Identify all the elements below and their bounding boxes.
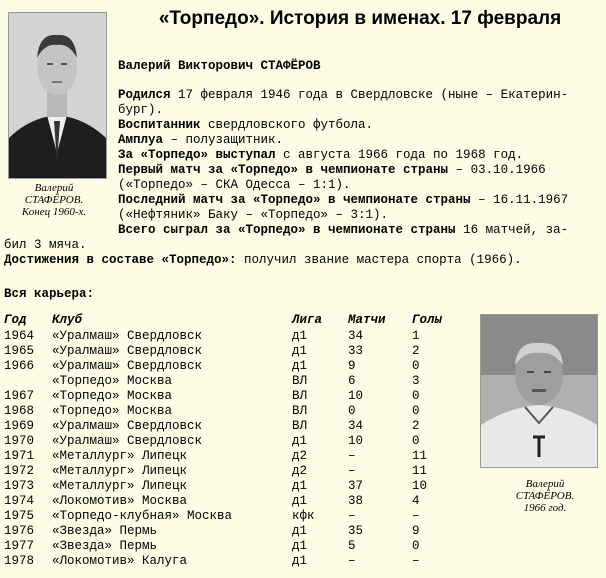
cell-matches: – <box>348 464 356 478</box>
table-row <box>4 434 472 449</box>
cell-matches: 37 <box>348 479 364 493</box>
table-row <box>4 374 472 389</box>
cell-league: кфк <box>292 509 315 523</box>
cell-year: 1969 <box>4 419 35 433</box>
cell-club: «Металлург» Липецк <box>52 464 188 478</box>
cell-matches: – <box>348 509 356 523</box>
player-photo-1 <box>8 12 107 179</box>
cell-matches: – <box>348 554 356 568</box>
cell-goals: 11 <box>412 464 428 478</box>
cell-year: 1966 <box>4 359 35 373</box>
career-heading: Вся карьера: <box>4 287 95 301</box>
cell-league: д1 <box>292 359 308 373</box>
cell-year: 1970 <box>4 434 35 448</box>
cell-goals: 0 <box>412 539 420 553</box>
cell-year: 1975 <box>4 509 35 523</box>
photo-2-caption: Валерий СТАФЁРОВ. 1966 год. <box>515 478 575 514</box>
cell-matches: 34 <box>348 419 364 433</box>
played-line: За «Торпедо» выступал с августа 1966 года по 1968 год. <box>118 148 524 162</box>
cell-league: д1 <box>292 554 308 568</box>
born-line: Родился 17 февраля 1946 года в Свердловске (ныне – Екатерин- <box>118 88 569 102</box>
table-row <box>4 359 472 374</box>
table-row <box>4 554 472 569</box>
cell-league: ВЛ <box>292 389 308 403</box>
cell-year: 1973 <box>4 479 35 493</box>
cell-matches: 34 <box>348 329 364 343</box>
total-line: Всего сыграл за «Торпедо» в чемпионате страны 16 матчей, за- <box>118 223 569 237</box>
achievements-line: Достижения в составе «Торпедо»: получил звание мастера спорта (1966). <box>4 253 522 267</box>
total-line-cont: бил 3 мяча. <box>4 238 87 252</box>
cell-goals: 1 <box>412 329 420 343</box>
cell-club: «Локомотив» Калуга <box>52 554 188 568</box>
cell-league: д1 <box>292 479 308 493</box>
cell-matches: 10 <box>348 389 364 403</box>
cell-club: «Торпедо» Москва <box>52 404 173 418</box>
cell-club: «Торпедо» Москва <box>52 374 173 388</box>
first-match-line: Первый матч за «Торпедо» в чемпионате страны – 03.10.1966 <box>118 163 546 177</box>
cell-goals: 0 <box>412 389 420 403</box>
table-row <box>4 404 472 419</box>
cell-league: ВЛ <box>292 419 308 433</box>
table-row <box>4 494 472 509</box>
cell-club: «Уралмаш» Свердловск <box>52 419 203 433</box>
cell-matches: 6 <box>348 374 356 388</box>
cell-league: д1 <box>292 494 308 508</box>
col-matches-header: Матчи <box>348 313 386 327</box>
table-row <box>4 389 472 404</box>
cell-club: «Торпедо-клубная» Москва <box>52 509 233 523</box>
cell-year: 1968 <box>4 404 35 418</box>
col-year-header: Год <box>4 313 27 327</box>
cell-league: д1 <box>292 329 308 343</box>
cell-club: «Торпедо» Москва <box>52 389 173 403</box>
col-goals-header: Голы <box>412 313 443 327</box>
cell-year: 1976 <box>4 524 35 538</box>
born-line-cont: бург). <box>118 103 164 117</box>
cell-club: «Звезда» Пермь <box>52 524 158 538</box>
cell-goals: 3 <box>412 374 420 388</box>
cell-league: д1 <box>292 524 308 538</box>
table-row <box>4 539 472 554</box>
cell-league: д1 <box>292 344 308 358</box>
player-name: Валерий Викторович СТАФЁРОВ <box>118 59 321 73</box>
cell-club: «Металлург» Липецк <box>52 449 188 463</box>
cell-matches: 9 <box>348 359 356 373</box>
role-line: Амплуа – полузащитник. <box>118 133 284 147</box>
cell-year: 1974 <box>4 494 35 508</box>
cell-goals: 4 <box>412 494 420 508</box>
table-row <box>4 509 472 524</box>
page-title: «Торпедо». История в именах. 17 февраля <box>158 8 562 29</box>
cell-matches: 38 <box>348 494 364 508</box>
cell-goals: 2 <box>412 344 420 358</box>
cell-league: д2 <box>292 464 308 478</box>
cell-league: ВЛ <box>292 404 308 418</box>
cell-club: «Уралмаш» Свердловск <box>52 359 203 373</box>
cell-league: д1 <box>292 434 308 448</box>
cell-club: «Уралмаш» Свердловск <box>52 344 203 358</box>
cell-goals: 2 <box>412 419 420 433</box>
career-header-row <box>4 313 472 329</box>
pupil-line: Воспитанник свердловского футбола. <box>118 118 374 132</box>
cell-year: 1967 <box>4 389 35 403</box>
career-table <box>4 313 472 569</box>
cell-year <box>4 374 52 389</box>
col-league-header: Лига <box>292 313 323 327</box>
cell-year: 1977 <box>4 539 35 553</box>
cell-goals: 0 <box>412 404 420 418</box>
cell-matches: 0 <box>348 404 356 418</box>
cell-matches: 35 <box>348 524 364 538</box>
player-photo-2 <box>480 314 598 468</box>
last-match-line: Последний матч за «Торпедо» в чемпионате страны – 16.11.1967 <box>118 193 569 207</box>
photo-1-caption: Валерий СТАФЁРОВ. Конец 1960-х. <box>21 182 87 218</box>
cell-goals: – <box>412 554 420 568</box>
table-row <box>4 449 472 464</box>
col-club-header: Клуб <box>52 313 83 327</box>
first-match-line-cont: («Торпедо» – СКА Одесса – 1:1). <box>118 178 351 192</box>
cell-club: «Металлург» Липецк <box>52 479 188 493</box>
table-row <box>4 329 472 344</box>
cell-goals: 10 <box>412 479 428 493</box>
cell-goals: 11 <box>412 449 428 463</box>
cell-club: «Локомотив» Москва <box>52 494 188 508</box>
cell-league: д1 <box>292 539 308 553</box>
cell-club: «Уралмаш» Свердловск <box>52 434 203 448</box>
cell-club: «Уралмаш» Свердловск <box>52 329 203 343</box>
cell-league: ВЛ <box>292 374 308 388</box>
table-row <box>4 479 472 494</box>
cell-goals: 9 <box>412 524 420 538</box>
table-row <box>4 419 472 434</box>
table-row <box>4 464 472 479</box>
table-row <box>4 344 472 359</box>
cell-year: 1964 <box>4 329 35 343</box>
cell-matches: – <box>348 449 356 463</box>
cell-matches: 33 <box>348 344 364 358</box>
cell-goals: – <box>412 509 420 523</box>
cell-matches: 10 <box>348 434 364 448</box>
cell-year: 1972 <box>4 464 35 478</box>
last-match-line-cont: («Нефтяник» Баку – «Торпедо» – 3:1). <box>118 208 389 222</box>
cell-year: 1978 <box>4 554 35 568</box>
cell-goals: 0 <box>412 359 420 373</box>
cell-league: д2 <box>292 449 308 463</box>
cell-year: 1971 <box>4 449 35 463</box>
cell-matches: 5 <box>348 539 356 553</box>
table-row <box>4 524 472 539</box>
cell-goals: 0 <box>412 434 420 448</box>
cell-year: 1965 <box>4 344 35 358</box>
cell-club: «Звезда» Пермь <box>52 539 158 553</box>
